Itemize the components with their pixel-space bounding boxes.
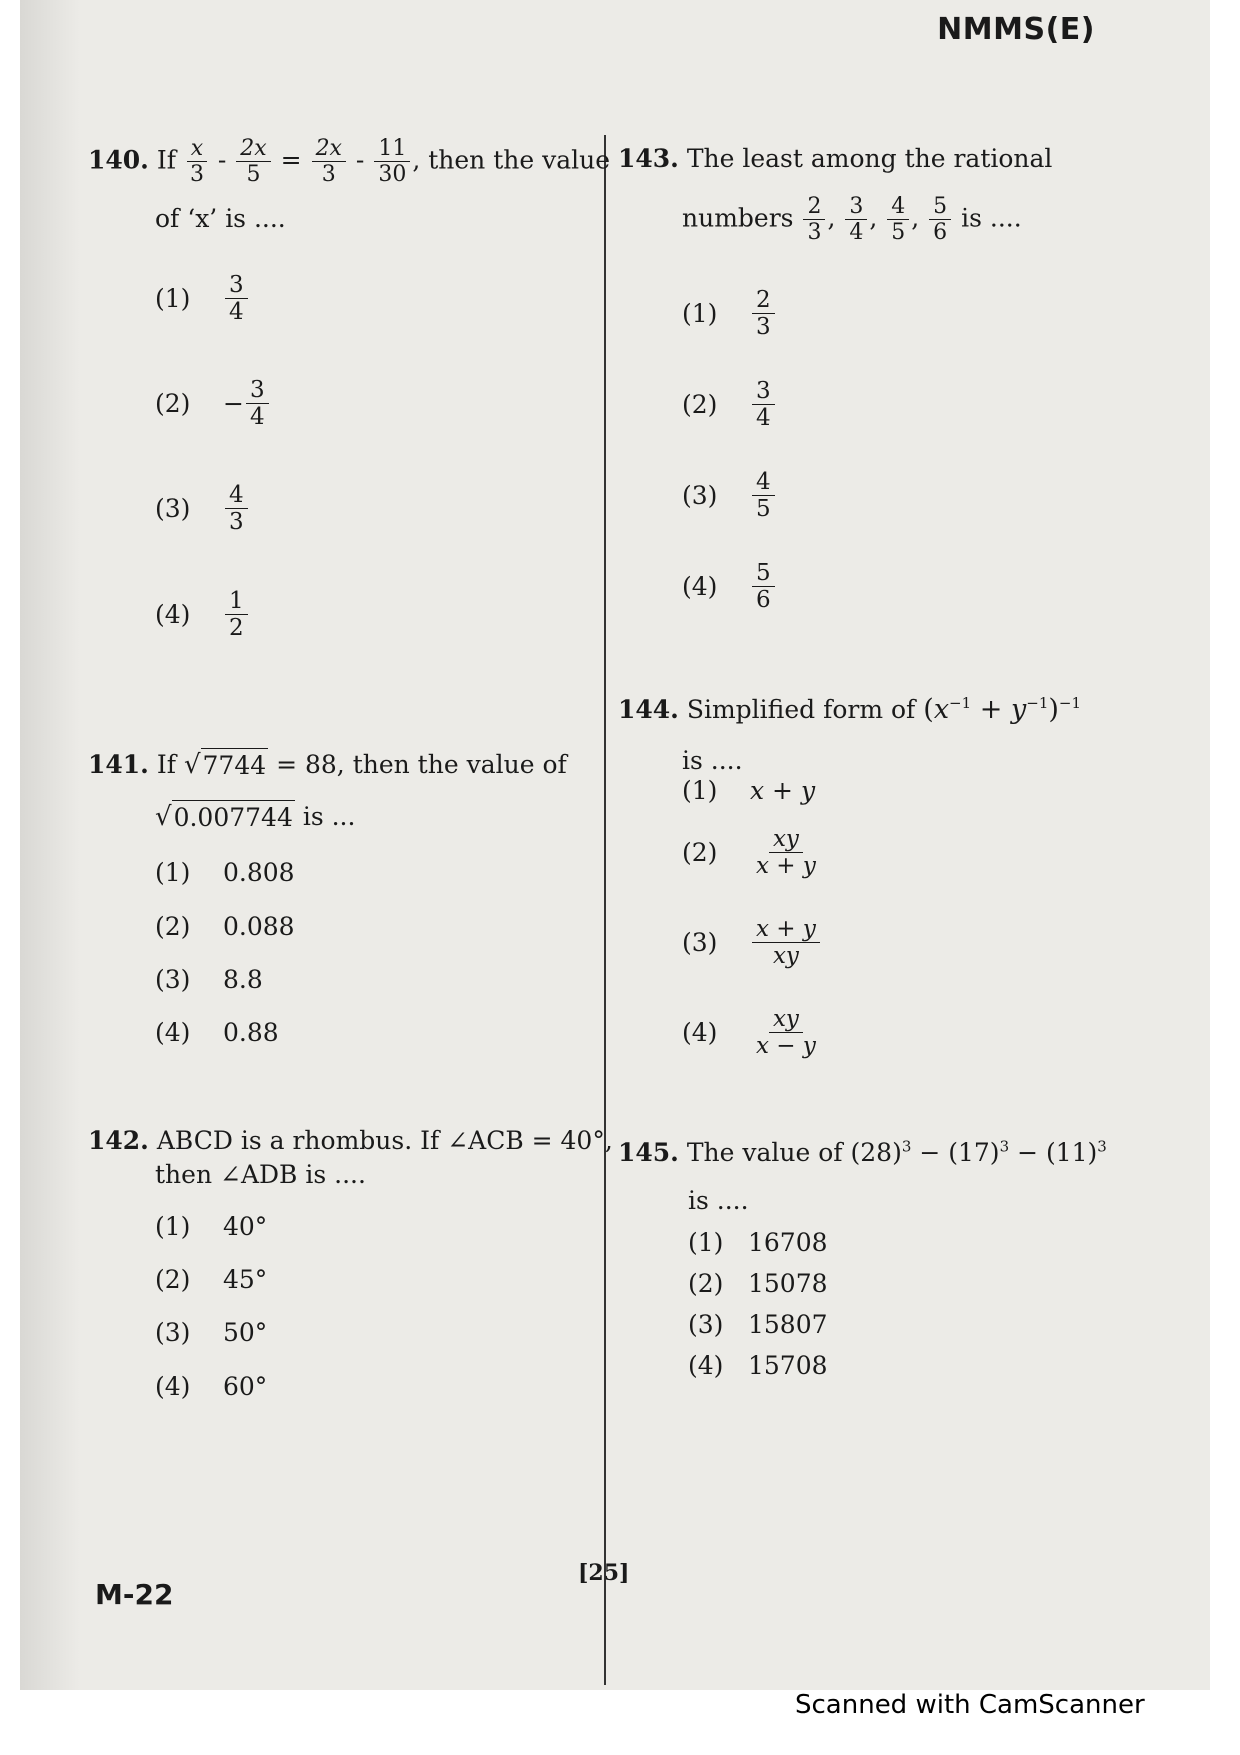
operator: - [217,145,227,175]
question-145 [618,1136,1107,1170]
option-label: (3) [155,494,191,524]
option-142-1[interactable] [155,1212,267,1241]
question-text-line2: √ 0.007744 is ... [155,800,355,835]
fraction: $\frac{x + y}{xy}$ [752,916,820,970]
option-text: 60° [223,1372,268,1401]
question-text: , then the value [412,145,611,175]
option-144-4[interactable] [682,1006,822,1060]
option-140-3[interactable] [155,482,250,536]
option-label: (1) [682,299,718,329]
fraction: $\frac{2x}{3}$ [312,136,346,188]
fraction: $\frac{5}{6}$ [752,560,775,614]
minus-sign: − [223,389,244,419]
expression: $(x^{-1} + y^{-1})^{-1}$ [923,694,1082,725]
option-label: (3) [688,1310,724,1339]
fraction: $\frac{xy}{x - y}$ [756,1006,816,1060]
option-143-2[interactable] [682,378,777,432]
question-text: Simplified form of [686,695,916,724]
option-144-2[interactable] [682,826,822,880]
scanner-watermark: Scanned with CamScanner [795,1690,1145,1720]
fraction: $\frac{5}{6}$ [929,194,951,246]
option-label: (2) [155,389,191,419]
question-number: 144. [618,695,679,724]
option-label: (3) [682,481,718,511]
operator: - [355,145,365,175]
question-number: 141. [88,750,149,779]
option-label: (1) [155,858,191,887]
option-label: (4) [155,600,191,630]
fraction: $\frac{11}{30}$ [374,136,410,188]
fraction: $\frac{xy}{x + y}$ [756,826,816,880]
option-text: 40° [223,1212,268,1241]
option-label: (4) [155,1372,191,1401]
paper-code: M-22 [95,1578,174,1611]
fraction: $\frac{2}{3}$ [752,287,775,341]
option-145-1[interactable] [688,1228,828,1257]
question-text-line2: of ‘x’ is .... [155,204,286,233]
option-text: 16708 [748,1228,828,1257]
option-text: 15078 [748,1269,828,1298]
option-label: (1) [682,776,718,805]
option-142-2[interactable] [155,1265,267,1294]
option-label: (4) [682,572,718,602]
question-143 [618,142,1052,176]
question-text: = 88, then the value of [276,750,567,779]
question-text: If [156,750,176,779]
paper-shadow [20,0,80,1690]
column-divider [604,135,606,1685]
option-143-4[interactable] [682,560,777,614]
option-label: (2) [155,912,191,941]
question-text-line2: is .... [682,746,743,775]
option-label: (4) [688,1351,724,1380]
option-label: (2) [682,390,718,420]
option-text: 0.808 [223,858,295,887]
option-label: (3) [682,928,718,958]
fraction: $\frac{3}{4}$ [752,378,775,432]
option-label: (3) [155,965,191,994]
paper-sheet [20,0,1210,1690]
option-text: 8.8 [223,965,263,994]
question-text: ABCD is a rhombus. If ∠ACB = 40°, [156,1126,613,1155]
fraction: $\frac{3}{4}$ [225,272,248,326]
option-141-3[interactable] [155,965,263,994]
option-144-1[interactable] [682,776,815,805]
option-label: (4) [155,1018,191,1047]
question-text-line2: numbers $\frac{2}{3}$ , $\frac{3}{4}$ , $\frac{4}{5}$ , $\frac{5}{6}$ is .... [682,194,1022,246]
option-140-1[interactable] [155,272,250,326]
option-label: (1) [155,284,191,314]
option-label: (3) [155,1318,191,1347]
option-label: (1) [688,1228,724,1257]
question-text: If [156,145,176,175]
question-140 [88,136,610,188]
question-144 [618,692,1081,728]
option-text: 15708 [748,1351,828,1380]
option-145-4[interactable] [688,1351,828,1380]
question-text: The least among the rational [686,144,1053,173]
question-text-line2: is .... [688,1186,749,1215]
option-label: (2) [688,1269,724,1298]
option-text: 45° [223,1265,268,1294]
option-text: x + y [750,776,816,805]
option-145-2[interactable] [688,1269,828,1298]
option-text: 0.88 [223,1018,279,1047]
option-143-3[interactable] [682,469,777,523]
option-142-3[interactable] [155,1318,267,1347]
square-root: √ 7744 [184,748,268,783]
fraction: $\frac{4}{3}$ [225,482,248,536]
question-text-line2: then ∠ADB is .... [155,1160,366,1189]
fraction: $\frac{4}{5}$ [752,469,775,523]
question-number: 140. [88,145,149,175]
exam-header: NMMS(E) [937,12,1095,47]
page-number: [25] [578,1560,630,1586]
operator: = [280,145,302,175]
option-label: (1) [155,1212,191,1241]
fraction: $\frac{3}{4}$ [845,194,867,246]
question-number: 142. [88,1126,149,1155]
option-140-2[interactable] [155,377,271,431]
option-141-1[interactable] [155,858,295,887]
option-label: (2) [155,1265,191,1294]
option-label: (2) [682,838,718,868]
option-145-3[interactable] [688,1310,828,1339]
fraction: $\frac{x}{3}$ [186,136,208,188]
option-text: 0.088 [223,912,295,941]
expression: $(28)^3 - (17)^3 - (11)^3$ [850,1137,1107,1167]
option-label: (4) [682,1018,718,1048]
option-143-1[interactable] [682,287,777,341]
option-141-2[interactable] [155,912,295,941]
fraction: $\frac{2x}{5}$ [236,136,270,188]
fraction: $\frac{2}{3}$ [803,194,825,246]
question-142 [88,1124,613,1158]
option-144-3[interactable] [682,916,822,970]
option-text: 15807 [748,1310,828,1339]
option-141-4[interactable] [155,1018,279,1047]
option-140-4[interactable] [155,588,250,642]
question-141 [88,748,567,783]
square-root: √ 0.007744 [155,800,295,835]
fraction: $\frac{3}{4}$ [246,377,269,431]
option-text: 50° [223,1318,268,1347]
fraction: $\frac{1}{2}$ [225,588,248,642]
question-text: The value of [686,1138,843,1167]
option-142-4[interactable] [155,1372,267,1401]
fraction: $\frac{4}{5}$ [887,194,909,246]
question-number: 143. [618,144,679,173]
question-number: 145. [618,1138,679,1167]
